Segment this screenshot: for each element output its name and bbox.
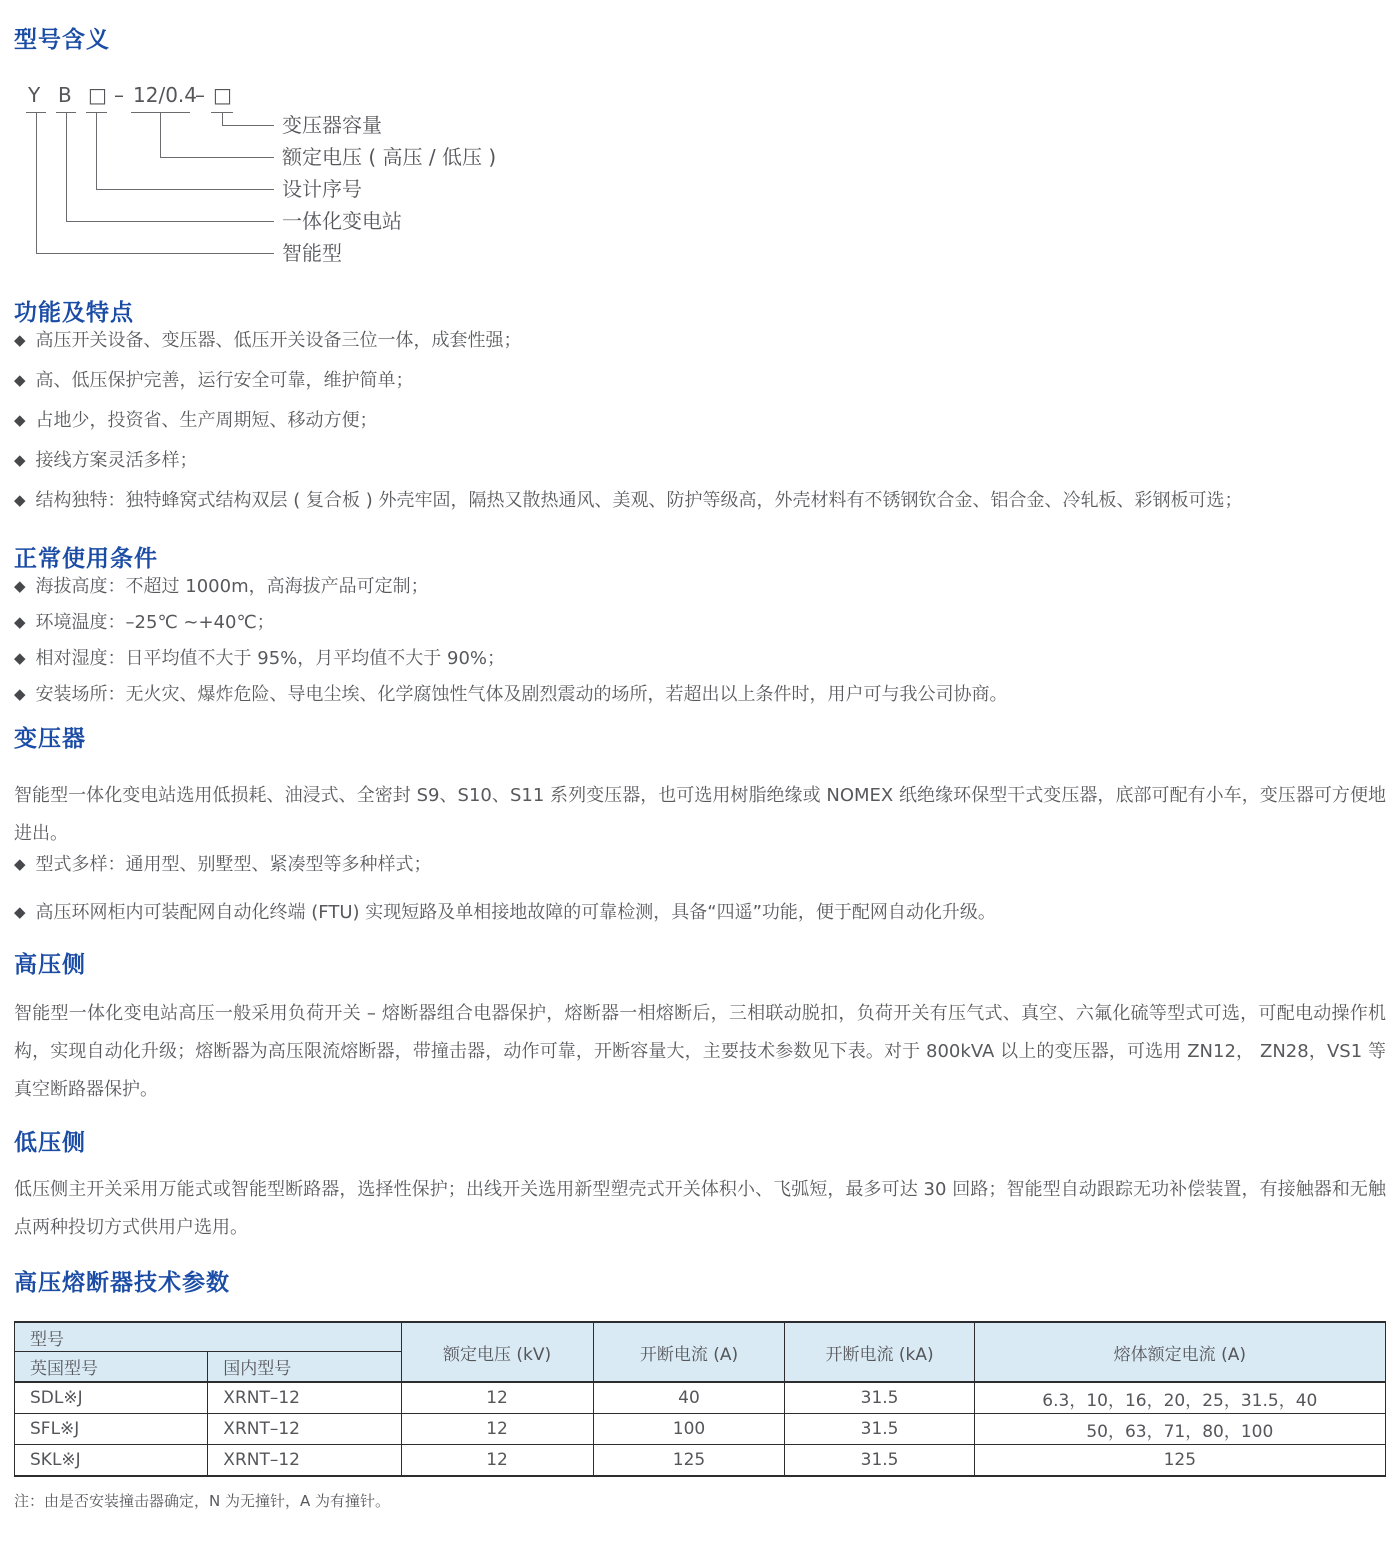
cell-cn-model: XRNT–12 bbox=[208, 1382, 401, 1414]
list-item-text: 高、低压保护完善，运行安全可靠，维护简单； bbox=[35, 370, 414, 391]
diamond-bullet-icon: ◆ bbox=[14, 371, 26, 389]
list-item-text: 高压环网柜内可装配网自动化终端 (FTU) 实现短路及单相接地故障的可靠检测，具备“四遥”功能，便于配网自动化升级。 bbox=[35, 902, 996, 923]
section-title-operating-conditions: 正常使用条件 bbox=[14, 546, 158, 572]
diamond-bullet-icon: ◆ bbox=[14, 685, 26, 703]
cell-fuse-rated-current: 125 bbox=[974, 1445, 1385, 1477]
conditions-list bbox=[14, 575, 1386, 707]
diamond-bullet-icon: ◆ bbox=[14, 649, 26, 667]
diamond-bullet-icon: ◆ bbox=[14, 855, 26, 873]
section-title-features: 功能及特点 bbox=[14, 300, 134, 326]
diagram-connector-line bbox=[160, 157, 274, 158]
cell-breaking-current-ka: 31.5 bbox=[785, 1414, 974, 1445]
diagram-label-design-serial: 设计序号 bbox=[282, 177, 362, 201]
transformer-paragraph: 智能型一体化变电站选用低损耗、油浸式、全密封 S9、S10、S11 系列变压器，也可选用树脂绝缘或 NOMEX 纸绝缘环保型干式变压器，底部可配有小车，变压器可方便地进出。 bbox=[14, 785, 1386, 844]
diagram-connector-line bbox=[222, 125, 274, 126]
list-item bbox=[14, 449, 1386, 473]
list-item-text: 型式多样：通用型、别墅型、紧凑型等多种样式； bbox=[35, 854, 432, 875]
list-item bbox=[14, 683, 1386, 707]
section-title-model-meaning: 型号含义 bbox=[14, 27, 110, 53]
table-footnote: 注：由是否安装撞击器确定，N 为无撞针，A 为有撞针。 bbox=[14, 1492, 391, 1510]
diagram-label-transformer-capacity: 变压器容量 bbox=[282, 113, 382, 137]
cell-cn-model: XRNT–12 bbox=[208, 1414, 401, 1445]
cell-rated-voltage: 12 bbox=[401, 1382, 593, 1414]
cell-rated-voltage: 12 bbox=[401, 1445, 593, 1477]
hv-side-paragraph: 智能型一体化变电站高压一般采用负荷开关 – 熔断器组合电器保护，熔断器一相熔断后，三相联动脱扣，负荷开关有压气式、真空、六氟化硫等型式可选，可配电动操作机构，实现自动化升级；熔断器为高压限流熔断器，带撞击器，动作可靠，开断容量大，主要技术参数见下表。对于 800kVA 以上的变压器，可选用 ZN12， ZN28，VS1 等真空断路器保护。 bbox=[14, 1003, 1386, 1100]
diamond-bullet-icon: ◆ bbox=[14, 491, 26, 509]
col-header-uk-model: 英国型号 bbox=[15, 1352, 208, 1383]
cell-breaking-current-a: 40 bbox=[593, 1382, 785, 1414]
diagram-label-smart-type: 智能型 bbox=[282, 241, 342, 265]
cell-breaking-current-ka: 31.5 bbox=[785, 1445, 974, 1477]
model-code-part: 12/0.4 bbox=[133, 83, 197, 107]
cell-uk-model: SKL※J bbox=[15, 1445, 208, 1477]
table-row bbox=[15, 1382, 1386, 1414]
diamond-bullet-icon: ◆ bbox=[14, 577, 26, 595]
diagram-connector-line bbox=[66, 112, 67, 221]
model-code-part: B bbox=[58, 83, 72, 107]
model-code-part-box: □ bbox=[88, 83, 107, 107]
table-header-row bbox=[15, 1322, 1386, 1352]
col-header-fuse-rated-current: 熔体额定电流 (A) bbox=[974, 1322, 1385, 1382]
section-title-fuse-parameters: 高压熔断器技术参数 bbox=[14, 1270, 230, 1296]
list-item bbox=[14, 329, 1386, 353]
diagram-connector-line bbox=[222, 112, 223, 125]
cell-uk-model: SFL※J bbox=[15, 1414, 208, 1445]
diagram-connector-line bbox=[66, 221, 274, 222]
diagram-connector-line bbox=[160, 112, 161, 157]
diagram-connector-line bbox=[96, 189, 274, 190]
diamond-bullet-icon: ◆ bbox=[14, 613, 26, 631]
lv-side-paragraph: 低压侧主开关采用万能式或智能型断路器，选择性保护；出线开关选用新型塑壳式开关体积小、飞弧短，最多可达 30 回路；智能型自动跟踪无功补偿装置，有接触器和无触点两种投切方式供用户选用。 bbox=[14, 1179, 1386, 1238]
list-item-text: 安装场所：无火灾、爆炸危险、导电尘埃、化学腐蚀性气体及剧烈震动的场所，若超出以上条件时，用户可与我公司协商。 bbox=[35, 684, 1008, 705]
transformer-list bbox=[14, 853, 1386, 925]
list-item-text: 高压开关设备、变压器、低压开关设备三位一体，成套性强； bbox=[35, 330, 522, 351]
list-item bbox=[14, 369, 1386, 393]
list-item bbox=[14, 647, 1386, 671]
cell-breaking-current-a: 100 bbox=[593, 1414, 785, 1445]
cell-breaking-current-ka: 31.5 bbox=[785, 1382, 974, 1414]
col-header-breaking-current-a: 开断电流 (A) bbox=[593, 1322, 785, 1382]
diagram-label-integrated-substation: 一体化变电站 bbox=[282, 209, 402, 233]
list-item bbox=[14, 611, 1386, 635]
section-title-hv-side: 高压侧 bbox=[14, 952, 86, 978]
list-item-text: 占地少，投资省、生产周期短、移动方便； bbox=[35, 410, 378, 431]
list-item-text: 相对湿度：日平均值不大于 95%，月平均值不大于 90%； bbox=[35, 648, 506, 669]
list-item bbox=[14, 575, 1386, 599]
list-item-text: 海拔高度：不超过 1000m，高海拔产品可定制； bbox=[35, 576, 429, 597]
list-item bbox=[14, 853, 1386, 877]
table-row bbox=[15, 1445, 1386, 1477]
list-item bbox=[14, 409, 1386, 433]
col-header-breaking-current-ka: 开断电流 (kA) bbox=[785, 1322, 974, 1382]
model-designation-diagram bbox=[14, 83, 1386, 275]
list-item bbox=[14, 901, 1386, 925]
col-header-rated-voltage: 额定电压 (kV) bbox=[401, 1322, 593, 1382]
diamond-bullet-icon: ◆ bbox=[14, 331, 26, 349]
diagram-connector-line bbox=[36, 112, 37, 253]
diagram-connector-line bbox=[36, 253, 274, 254]
list-item bbox=[14, 489, 1386, 513]
model-code-dash: – bbox=[195, 83, 205, 107]
section-title-transformer: 变压器 bbox=[14, 726, 86, 752]
list-item-text: 接线方案灵活多样； bbox=[35, 450, 198, 471]
table-row bbox=[15, 1414, 1386, 1445]
cell-uk-model: SDL※J bbox=[15, 1382, 208, 1414]
diagram-connector-line bbox=[96, 112, 97, 189]
cell-breaking-current-a: 125 bbox=[593, 1445, 785, 1477]
diamond-bullet-icon: ◆ bbox=[14, 903, 26, 921]
features-list bbox=[14, 329, 1386, 513]
model-code-dash: – bbox=[114, 83, 124, 107]
section-title-lv-side: 低压侧 bbox=[14, 1130, 86, 1156]
diamond-bullet-icon: ◆ bbox=[14, 411, 26, 429]
cell-rated-voltage: 12 bbox=[401, 1414, 593, 1445]
cell-cn-model: XRNT–12 bbox=[208, 1445, 401, 1477]
diagram-label-rated-voltage: 额定电压 ( 高压 / 低压 ) bbox=[282, 145, 497, 169]
fuse-parameters-table bbox=[14, 1321, 1386, 1477]
col-header-cn-model: 国内型号 bbox=[208, 1352, 401, 1383]
diamond-bullet-icon: ◆ bbox=[14, 451, 26, 469]
list-item-text: 环境温度：–25℃ ~+40℃； bbox=[35, 612, 275, 633]
col-header-model-group: 型号 bbox=[15, 1322, 402, 1352]
cell-fuse-rated-current: 6.3，10，16，20，25，31.5，40 bbox=[974, 1382, 1385, 1414]
model-code-part-box: □ bbox=[213, 83, 232, 107]
model-code-part: Y bbox=[28, 83, 41, 107]
list-item-text: 结构独特：独特蜂窝式结构双层 ( 复合板 ) 外壳牢固，隔热又散热通风、美观、防护等级高，外壳材料有不锈钢钦合金、铝合金、冷轧板、彩钢板可选； bbox=[35, 490, 1243, 511]
cell-fuse-rated-current: 50，63，71，80，100 bbox=[974, 1414, 1385, 1445]
